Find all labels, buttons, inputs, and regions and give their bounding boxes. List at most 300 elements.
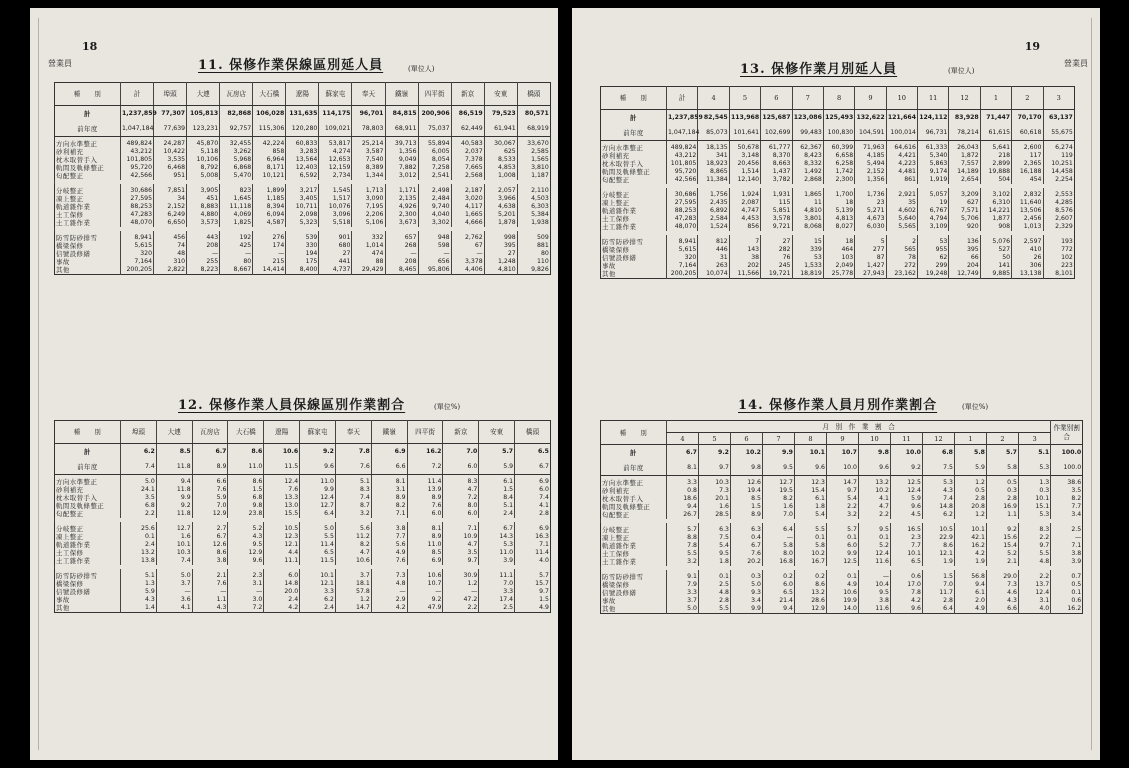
cell: 1.5 bbox=[923, 570, 955, 581]
cell: 9.6 bbox=[859, 460, 891, 476]
table-row bbox=[601, 597, 1083, 605]
cell: 7.3 bbox=[371, 569, 407, 580]
row-label: 橋梁保修 bbox=[602, 246, 630, 254]
cell: 7.7 bbox=[371, 533, 407, 541]
prev-year-row bbox=[55, 459, 551, 475]
header-row bbox=[55, 83, 551, 106]
cell: 0.8 bbox=[667, 487, 699, 495]
cell: 2.5 bbox=[479, 604, 515, 613]
cell: 0.1 bbox=[1051, 589, 1083, 597]
cell: 10.5 bbox=[923, 523, 955, 534]
cell: 7.6 bbox=[192, 486, 228, 494]
cell: 18 bbox=[823, 235, 854, 246]
cell: 6.7 bbox=[667, 445, 699, 461]
cell: 5,076 bbox=[980, 235, 1011, 246]
cell: 441 bbox=[319, 258, 352, 266]
table-row bbox=[601, 495, 1083, 503]
cell: 48,070 bbox=[121, 219, 154, 227]
table-row bbox=[601, 207, 1075, 215]
cell: 16.5 bbox=[891, 523, 923, 534]
total-row bbox=[601, 445, 1083, 461]
cell: 5.0 bbox=[731, 581, 763, 589]
cell: 5.1 bbox=[1019, 445, 1051, 461]
cell: 3.2 bbox=[667, 558, 699, 566]
cell: 1,356 bbox=[385, 148, 418, 156]
cell: 16,188 bbox=[1012, 168, 1043, 176]
cell: 5,323 bbox=[286, 219, 319, 227]
cell: 4,117 bbox=[451, 203, 484, 211]
cell: 948 bbox=[418, 231, 451, 242]
cell: 2,734 bbox=[319, 172, 352, 180]
cell: 8.3 bbox=[335, 486, 371, 494]
cell: 12.4 bbox=[300, 494, 336, 502]
cell: 39,713 bbox=[385, 137, 418, 149]
table-row bbox=[55, 184, 551, 195]
cell: 332 bbox=[352, 231, 385, 242]
cell: 8.1 bbox=[667, 460, 699, 476]
table-row bbox=[55, 596, 551, 604]
cell: 2,568 bbox=[451, 172, 484, 180]
cell: 5.8 bbox=[987, 460, 1019, 476]
cell: 1.5 bbox=[479, 486, 515, 494]
cell: 456 bbox=[154, 231, 187, 242]
cell: 9,885 bbox=[980, 270, 1011, 279]
cell: — bbox=[451, 250, 484, 258]
prev-year-row bbox=[601, 125, 1075, 141]
cell: 330 bbox=[286, 242, 319, 250]
cell: 74 bbox=[154, 242, 187, 250]
cell: 12.4 bbox=[1019, 589, 1051, 597]
cell: 11,384 bbox=[698, 176, 729, 184]
cell: 20.0 bbox=[264, 588, 300, 596]
cell: 1,825 bbox=[220, 219, 253, 227]
cell: 223 bbox=[1043, 262, 1074, 270]
cell: 2,822 bbox=[154, 266, 187, 275]
cell: 2,585 bbox=[517, 148, 550, 156]
cell: 2.5 bbox=[699, 581, 731, 589]
page-tag: 營業員 bbox=[1064, 59, 1088, 68]
cell: 4,747 bbox=[729, 207, 760, 215]
cell: 4.1 bbox=[515, 502, 551, 510]
table-row bbox=[55, 604, 551, 613]
cell: — bbox=[443, 588, 479, 596]
cell: 23.8 bbox=[228, 510, 264, 518]
table-row bbox=[601, 511, 1083, 519]
cell: 5.0 bbox=[156, 569, 192, 580]
cell: 6.8 bbox=[121, 502, 157, 510]
cell: 18.6 bbox=[667, 495, 699, 503]
table-row bbox=[55, 541, 551, 549]
cell: 1,533 bbox=[792, 262, 823, 270]
table14-title: 14. 保修作業人員月別作業割合 bbox=[738, 398, 938, 413]
cell: 3,405 bbox=[286, 195, 319, 203]
table-row bbox=[55, 580, 551, 588]
cell: 7.6 bbox=[192, 580, 228, 588]
cell: 1.2 bbox=[955, 476, 987, 488]
cell: 1.5 bbox=[731, 503, 763, 511]
cell: 272 bbox=[886, 262, 917, 270]
cell: 5,706 bbox=[949, 215, 980, 223]
cell: 0.1 bbox=[699, 570, 731, 581]
cell: 4,853 bbox=[484, 164, 517, 172]
table13 bbox=[600, 86, 1075, 279]
cell: 2,899 bbox=[980, 160, 1011, 168]
cell: 77,639 bbox=[154, 121, 187, 137]
cell: 3.4 bbox=[1051, 511, 1083, 519]
cell: 0.5 bbox=[955, 487, 987, 495]
cell: 5.3 bbox=[923, 476, 955, 488]
cell: 8.6 bbox=[923, 542, 955, 550]
cell: 7.2 bbox=[228, 604, 264, 613]
row-label: 計 bbox=[630, 113, 637, 122]
cell: 18.1 bbox=[335, 580, 371, 588]
cell: 5,641 bbox=[980, 141, 1011, 153]
table-row bbox=[55, 211, 551, 219]
cell: 9.8 bbox=[859, 445, 891, 461]
cell: 7.1 bbox=[515, 541, 551, 549]
table-row bbox=[601, 605, 1083, 614]
cell: 8.5 bbox=[156, 444, 192, 460]
cell: 3.2 bbox=[827, 511, 859, 519]
cell: 7.0 bbox=[763, 511, 795, 519]
cell: 100.0 bbox=[1051, 460, 1083, 476]
cell: 8,865 bbox=[698, 168, 729, 176]
cell: 8.8 bbox=[667, 534, 699, 542]
cell: 4,040 bbox=[418, 211, 451, 219]
header-cell: 橋頭 bbox=[515, 421, 551, 444]
cell: 4.3 bbox=[228, 533, 264, 541]
total-row bbox=[55, 444, 551, 460]
cell: 2,152 bbox=[855, 168, 886, 176]
cell: 7,882 bbox=[385, 164, 418, 172]
cell: 4.3 bbox=[121, 596, 157, 604]
row-label: 其他 bbox=[602, 270, 616, 278]
cell: 6,310 bbox=[980, 199, 1011, 207]
table-row bbox=[55, 219, 551, 227]
cell: 40,583 bbox=[451, 137, 484, 149]
cell: 2,187 bbox=[451, 184, 484, 195]
cell: 6,005 bbox=[418, 148, 451, 156]
cell: 8,941 bbox=[667, 235, 698, 246]
cell: 38.6 bbox=[1051, 476, 1083, 488]
cell: 193 bbox=[1043, 235, 1074, 246]
cell: 11.4 bbox=[407, 475, 443, 487]
cell: 2,541 bbox=[418, 172, 451, 180]
row-label: 前年度 bbox=[55, 459, 121, 475]
cell: 2,300 bbox=[385, 211, 418, 219]
cell: 3,209 bbox=[949, 188, 980, 199]
cell: 5,008 bbox=[187, 172, 220, 180]
cell: 3,573 bbox=[187, 219, 220, 227]
cell: 30,686 bbox=[667, 188, 698, 199]
cell: 200,205 bbox=[667, 270, 698, 279]
header-cell: 3 bbox=[1019, 433, 1051, 445]
cell: 4.1 bbox=[859, 495, 891, 503]
cell: 70,170 bbox=[1012, 110, 1043, 126]
cell: 0.5 bbox=[1051, 581, 1083, 589]
row-label: 土工保修 bbox=[56, 211, 84, 219]
cell: 7.4 bbox=[515, 494, 551, 502]
cell: 12.6 bbox=[731, 476, 763, 488]
table-row bbox=[601, 223, 1075, 231]
header-cell: 奉天 bbox=[335, 421, 371, 444]
cell: 208 bbox=[187, 242, 220, 250]
cell: 5.2 bbox=[228, 522, 264, 533]
cell: 9.4 bbox=[156, 475, 192, 487]
cell: 7.1 bbox=[443, 522, 479, 533]
cell: 5.7 bbox=[515, 569, 551, 580]
cell: 1,492 bbox=[792, 168, 823, 176]
cell: 143 bbox=[729, 246, 760, 254]
cell: 63,137 bbox=[1043, 110, 1074, 126]
table-row bbox=[55, 203, 551, 211]
cell: 11 bbox=[792, 199, 823, 207]
cell: 11.5 bbox=[300, 557, 336, 565]
cell: 113,968 bbox=[729, 110, 760, 126]
cell: 2,921 bbox=[886, 188, 917, 199]
cell: 2,329 bbox=[1043, 223, 1074, 231]
cell: — bbox=[385, 250, 418, 258]
cell: 15.6 bbox=[987, 534, 1019, 542]
cell: 8.6 bbox=[228, 444, 264, 460]
cell: 9.4 bbox=[955, 581, 987, 589]
cell: 42,566 bbox=[121, 172, 154, 180]
cell: 4,069 bbox=[220, 211, 253, 219]
row-label: 凍上整正 bbox=[602, 199, 630, 207]
cell: 19,888 bbox=[980, 168, 1011, 176]
cell: 16.7 bbox=[795, 558, 827, 566]
header-cell: 12 bbox=[923, 433, 955, 445]
header-cell: 四平街 bbox=[407, 421, 443, 444]
cell: 1.2 bbox=[443, 580, 479, 588]
cell: 11.8 bbox=[156, 459, 192, 475]
row-label: 軌道雜作業 bbox=[56, 541, 91, 549]
table-row bbox=[55, 250, 551, 258]
row-label: 凍上整正 bbox=[602, 534, 630, 542]
cell: 10.6 bbox=[407, 569, 443, 580]
cell: 1,047,184 bbox=[121, 121, 154, 137]
row-label: 計 bbox=[84, 109, 91, 118]
cell: 1,700 bbox=[823, 188, 854, 199]
cell: 42,566 bbox=[667, 176, 698, 184]
cell: 1,645 bbox=[220, 195, 253, 203]
cell: 7,851 bbox=[154, 184, 187, 195]
cell: 12,653 bbox=[319, 156, 352, 164]
cell: 0.1 bbox=[795, 534, 827, 542]
cell: 1,427 bbox=[855, 262, 886, 270]
cell: 12.7 bbox=[156, 522, 192, 533]
cell: 123,086 bbox=[792, 110, 823, 126]
cell: 6.0 bbox=[763, 581, 795, 589]
cell: 0.1 bbox=[859, 534, 891, 542]
table-row bbox=[601, 141, 1075, 153]
cell: 8.9 bbox=[371, 494, 407, 502]
cell: 7,540 bbox=[352, 156, 385, 164]
cell: 2.3 bbox=[228, 569, 264, 580]
cell: 95,720 bbox=[121, 164, 154, 172]
cell: 3,966 bbox=[484, 195, 517, 203]
cell: 56.8 bbox=[955, 570, 987, 581]
cell: 395 bbox=[484, 242, 517, 250]
cell: 5.7 bbox=[827, 523, 859, 534]
cell: 25.6 bbox=[121, 522, 157, 533]
header-cell: 4 bbox=[667, 433, 699, 445]
cell: 2,049 bbox=[823, 262, 854, 270]
table-row bbox=[601, 176, 1075, 184]
cell: 680 bbox=[319, 242, 352, 250]
cell: 6,030 bbox=[855, 223, 886, 231]
cell: 18 bbox=[823, 199, 854, 207]
cell: 1.1 bbox=[987, 511, 1019, 519]
header-cell: 蘇家屯 bbox=[300, 421, 336, 444]
cell: 6.6 bbox=[371, 459, 407, 475]
cell: 9.1 bbox=[667, 570, 699, 581]
cell: 5,494 bbox=[855, 160, 886, 168]
cell: 14.8 bbox=[923, 503, 955, 511]
cell: 268 bbox=[385, 242, 418, 250]
cell: 24,287 bbox=[154, 137, 187, 149]
cell: 9.4 bbox=[763, 605, 795, 614]
cell: 102,699 bbox=[761, 125, 792, 141]
cell: 7.8 bbox=[891, 589, 923, 597]
cell: 6.7 bbox=[731, 542, 763, 550]
cell: 3.0 bbox=[228, 596, 264, 604]
cell: 1,237,859 bbox=[121, 106, 154, 122]
cell: 4,406 bbox=[451, 266, 484, 275]
cell: 8,941 bbox=[121, 231, 154, 242]
cell: 4.7 bbox=[443, 541, 479, 549]
table-row bbox=[601, 254, 1075, 262]
table-row bbox=[601, 534, 1083, 542]
cell: 78 bbox=[886, 254, 917, 262]
cell: 61,777 bbox=[761, 141, 792, 153]
row-label: 分岐整正 bbox=[56, 525, 84, 533]
header-cell: 8 bbox=[795, 433, 827, 445]
cell: 3,217 bbox=[286, 184, 319, 195]
cell: 0.1 bbox=[827, 534, 859, 542]
cell: 656 bbox=[418, 258, 451, 266]
cell: 10,422 bbox=[154, 148, 187, 156]
cell: 4.7 bbox=[335, 549, 371, 557]
cell: 8.2 bbox=[335, 541, 371, 549]
cell: 5.9 bbox=[121, 588, 157, 596]
cell: 75,037 bbox=[418, 121, 451, 137]
row-label: 軌道雜作業 bbox=[56, 203, 91, 211]
cell: 11.1 bbox=[479, 569, 515, 580]
cell: 3,262 bbox=[220, 148, 253, 156]
cell: 3,535 bbox=[154, 156, 187, 164]
cell: 5.3 bbox=[479, 541, 515, 549]
cell: 5,201 bbox=[484, 211, 517, 219]
cell: 2.4 bbox=[479, 510, 515, 518]
cell: 12.4 bbox=[264, 475, 300, 487]
cell: 87 bbox=[855, 254, 886, 262]
cell: 9,174 bbox=[918, 168, 949, 176]
cell: 5.0 bbox=[300, 522, 336, 533]
cell: 12.9 bbox=[228, 549, 264, 557]
cell: 7.0 bbox=[192, 502, 228, 510]
cell: 10.6 bbox=[264, 444, 300, 460]
cell: 5.9 bbox=[479, 459, 515, 475]
cell: 8,533 bbox=[484, 156, 517, 164]
cell: 7.0 bbox=[443, 444, 479, 460]
row-label: 計 bbox=[84, 447, 91, 456]
cell: 8.2 bbox=[763, 495, 795, 503]
row-label: 信號設修繕 bbox=[602, 254, 637, 262]
cell: 9.9 bbox=[156, 494, 192, 502]
cell: 12.1 bbox=[300, 580, 336, 588]
table-row bbox=[601, 558, 1083, 566]
cell: 1,742 bbox=[823, 168, 854, 176]
cell: 4.8 bbox=[371, 580, 407, 588]
cell: 1,185 bbox=[253, 195, 286, 203]
cell: 57.8 bbox=[335, 588, 371, 596]
table-row bbox=[601, 503, 1083, 511]
cell: 4.2 bbox=[371, 604, 407, 613]
row-label: 土工雜作業 bbox=[56, 557, 91, 565]
cell: 881 bbox=[517, 242, 550, 250]
table-row bbox=[55, 258, 551, 266]
cell: 3,782 bbox=[761, 176, 792, 184]
cell: 4,453 bbox=[729, 215, 760, 223]
header-cell: 大連 bbox=[187, 83, 220, 106]
header-cell: 1 bbox=[980, 87, 1011, 110]
cell: 3.1 bbox=[1019, 597, 1051, 605]
cell: 18,923 bbox=[698, 160, 729, 168]
cell: 80 bbox=[220, 258, 253, 266]
cell: 7,571 bbox=[949, 207, 980, 215]
cell: 3,587 bbox=[352, 148, 385, 156]
cell: 17.0 bbox=[891, 581, 923, 589]
cell: 86,519 bbox=[451, 106, 484, 122]
cell: 3.5 bbox=[443, 549, 479, 557]
table-row bbox=[601, 487, 1083, 495]
cell: 10,121 bbox=[253, 172, 286, 180]
cell: 76 bbox=[761, 254, 792, 262]
cell: 12.3 bbox=[795, 476, 827, 488]
cell: 11.0 bbox=[407, 541, 443, 549]
cell: — bbox=[220, 250, 253, 258]
header-cell: 大石橋 bbox=[253, 83, 286, 106]
cell: 115 bbox=[761, 199, 792, 207]
cell: 7,258 bbox=[418, 164, 451, 172]
cell: 88,253 bbox=[121, 203, 154, 211]
cell: 12.1 bbox=[264, 541, 300, 549]
cell: 11.0 bbox=[479, 549, 515, 557]
cell: 29,429 bbox=[352, 266, 385, 275]
cell: 50 bbox=[980, 254, 1011, 262]
cell: 4.0 bbox=[1019, 605, 1051, 614]
cell: 276 bbox=[253, 231, 286, 242]
cell: 6.0 bbox=[264, 569, 300, 580]
cell: 1,736 bbox=[855, 188, 886, 199]
table11 bbox=[54, 82, 551, 275]
header-cell: 12 bbox=[949, 87, 980, 110]
cell: 6.5 bbox=[891, 558, 923, 566]
cell: 2,365 bbox=[1012, 160, 1043, 168]
cell: 3.8 bbox=[859, 597, 891, 605]
cell: — bbox=[228, 588, 264, 596]
row-label: 信號設修繕 bbox=[602, 589, 637, 597]
cell: 5.2 bbox=[859, 542, 891, 550]
cell: 5.7 bbox=[479, 444, 515, 460]
cell: 4.3 bbox=[987, 597, 1019, 605]
cell: 2,832 bbox=[1012, 188, 1043, 199]
cell: 5.4 bbox=[795, 511, 827, 519]
left-page bbox=[30, 8, 558, 760]
cell: 5,470 bbox=[220, 172, 253, 180]
header-cell: 11 bbox=[891, 433, 923, 445]
